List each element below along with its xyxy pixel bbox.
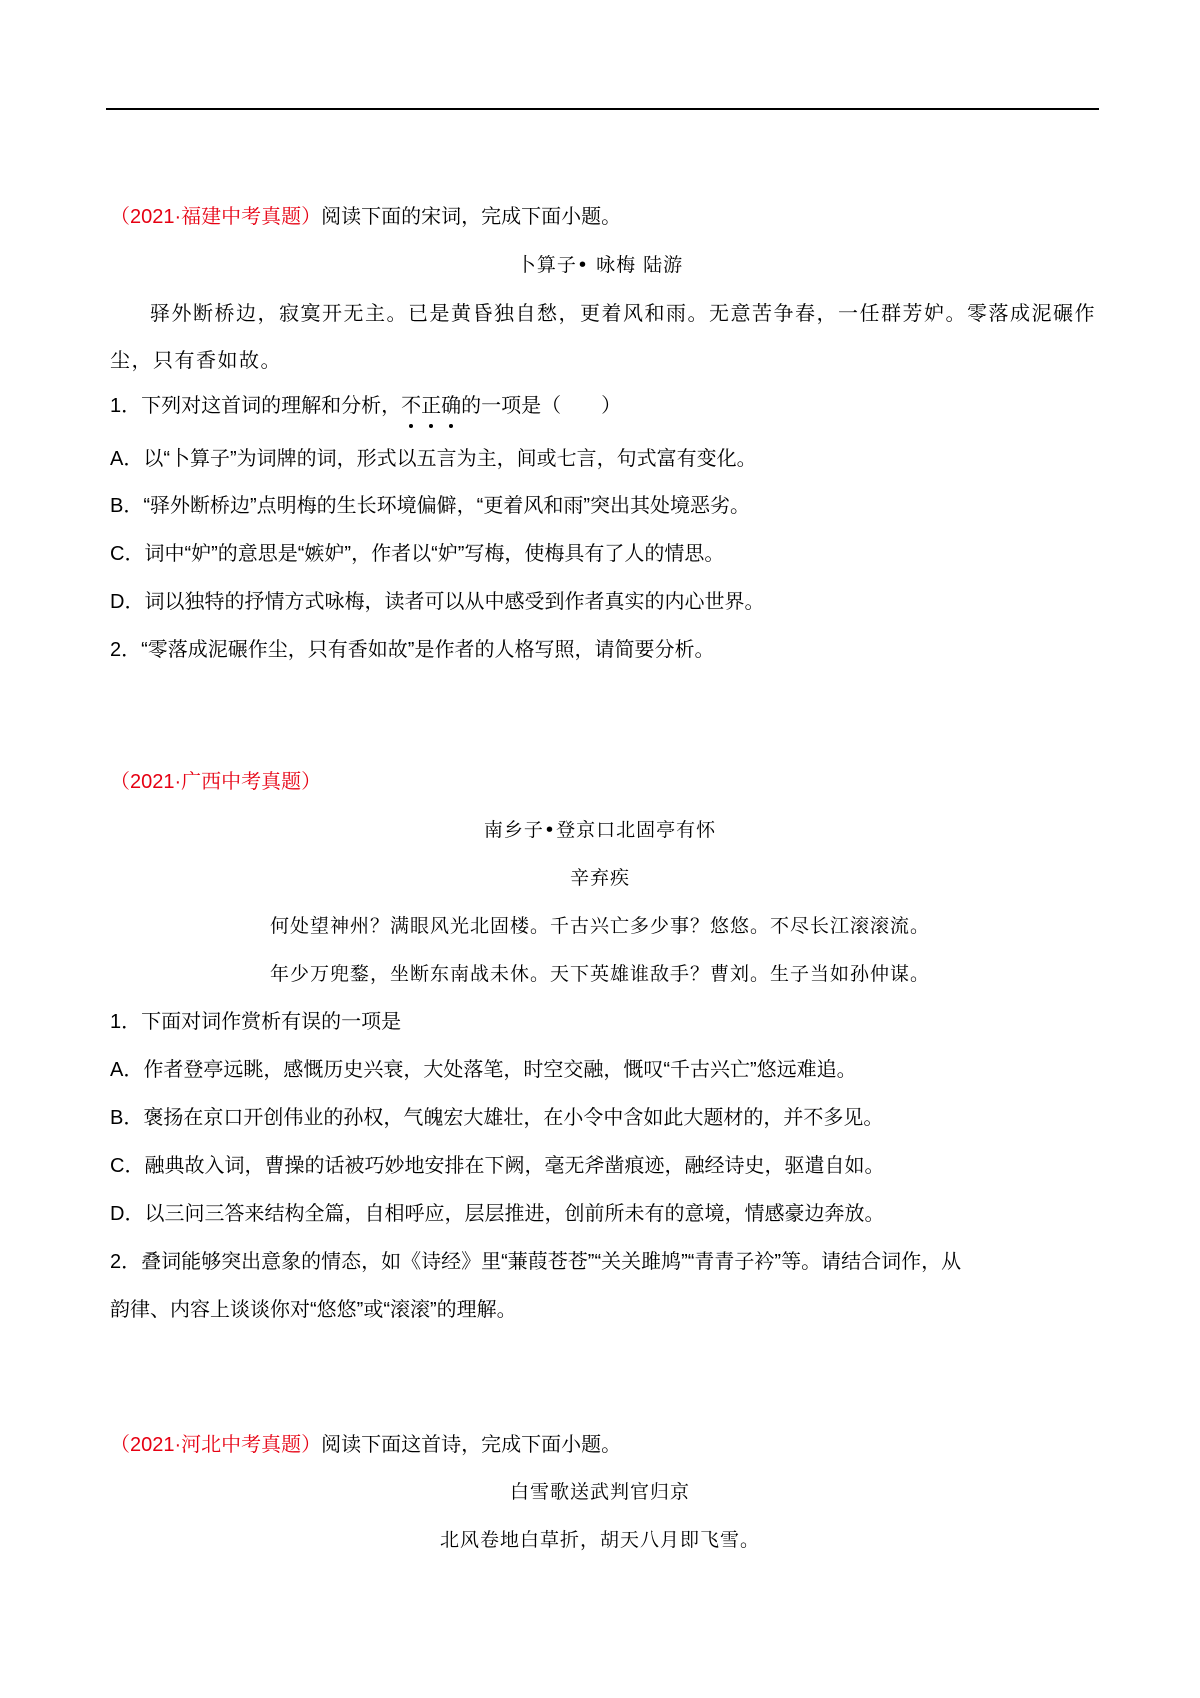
question-heading-hebei xyxy=(110,1430,621,1459)
emphasis-char: 正 xyxy=(421,392,441,420)
question-2-cont: 韵律、内容上谈谈你对“悠悠”或“滚滚”的理解。 xyxy=(110,1299,517,1321)
option-a: A．以“卜算子”为词牌的词，形式以五言为主，间或七言，句式富有变化。 xyxy=(110,448,757,470)
header-rule xyxy=(106,108,1099,110)
option-d: D．以三问三答来结构全篇，自相呼应，层层推进，创前所未有的意境，情感豪边奔放。 xyxy=(110,1203,885,1225)
question-heading-fujian xyxy=(110,202,621,231)
source-tag: （2021·河北中考真题） xyxy=(110,1434,322,1456)
poem-author: 辛弃疾 xyxy=(569,867,630,889)
intro-text: 阅读下面的宋词，完成下面小题。 xyxy=(321,204,622,228)
emphasis-char: 不 xyxy=(401,392,421,420)
option-c: C．融典故入词，曹操的话被巧妙地安排在下阙，毫无斧凿痕迹，融经诗史，驱遣自如。 xyxy=(110,1155,885,1177)
question-2: 2．叠词能够突出意象的情态，如《诗经》里“蒹葭苍苍”“关关雎鸠”“青青子衿”等。请结合词作，从 xyxy=(110,1251,962,1273)
question-heading-guangxi xyxy=(110,767,321,796)
question-1 xyxy=(110,392,621,420)
poem-line: 驿外断桥边，寂寞开无主。已是黄昏独自愁，更着风和雨。无意苦争春，一任群芳妒。零落成泥碾作 xyxy=(150,301,1096,325)
option-a: A．作者登亭远眺，感慨历史兴衰，大处落笔，时空交融，慨叹“千古兴亡”悠远难追。 xyxy=(110,1059,857,1081)
poem-title: 卜算子• 咏梅 陆游 xyxy=(516,254,684,276)
option-b: B．“驿外断桥边”点明梅的生长环境偏僻，“更着风和雨”突出其处境恶劣。 xyxy=(110,495,750,517)
question-2: 2．“零落成泥碾作尘，只有香如故”是作者的人格写照，请简要分析。 xyxy=(110,639,715,661)
option-d: D．词以独特的抒情方式咏梅，读者可以从中感受到作者真实的内心世界。 xyxy=(110,591,765,613)
question-1: 1．下面对词作赏析有误的一项是 xyxy=(110,1011,402,1033)
poem-line: 年少万兜鍪，坐断东南战未休。天下英雄谁敌手？曹刘。生子当如孙仲谋。 xyxy=(269,963,930,985)
poem-title: 白雪歌送武判官归京 xyxy=(509,1481,690,1503)
poem-title: 南乡子•登京口北固亭有怀 xyxy=(483,819,717,841)
source-tag: （2021·广西中考真题） xyxy=(110,771,322,793)
question-text: 1．下列对这首词的理解和分析， xyxy=(110,395,402,417)
poem-line: 何处望神州？满眼风光北固楼。千古兴亡多少事？悠悠。不尽长江滚滚流。 xyxy=(269,915,930,937)
question-text: 的一项是（ ） xyxy=(461,395,622,417)
option-b: B．褒扬在京口开创伟业的孙权，气魄宏大雄壮，在小令中含如此大题材的，并不多见。 xyxy=(110,1107,884,1129)
emphasis-char: 确 xyxy=(441,392,461,420)
option-c: C．词中“妒”的意思是“嫉妒”，作者以“妒”写梅，使梅具有了人的情思。 xyxy=(110,543,725,565)
poem-line: 尘，只有香如故。 xyxy=(110,348,282,372)
poem-line: 北风卷地白草折，胡天八月即飞雪。 xyxy=(439,1529,760,1551)
intro-text: 阅读下面这首诗，完成下面小题。 xyxy=(321,1432,622,1456)
source-tag: （2021·福建中考真题） xyxy=(110,206,322,228)
